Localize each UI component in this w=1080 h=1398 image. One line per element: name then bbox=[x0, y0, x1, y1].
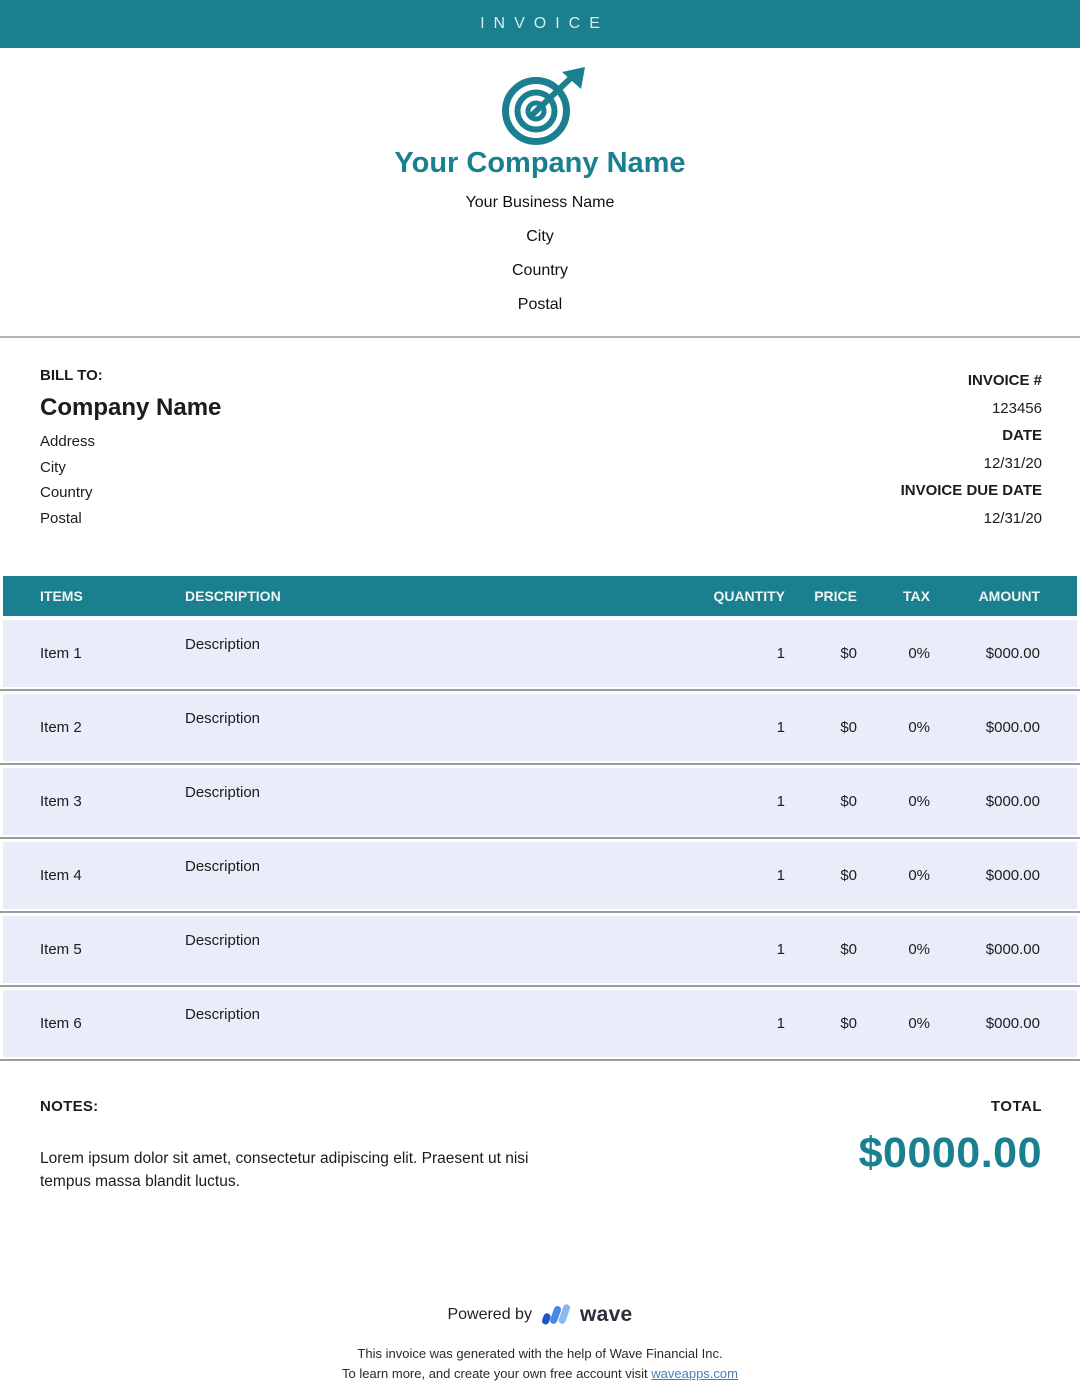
quantity-cell: 1 bbox=[776, 645, 785, 662]
footer-fine-print bbox=[0, 1344, 1080, 1384]
price-cell: $0 bbox=[840, 867, 857, 884]
invoice-number-value: 123456 bbox=[991, 399, 1042, 417]
row-separator bbox=[0, 1057, 1080, 1064]
quantity-cell: 1 bbox=[776, 941, 785, 958]
quantity-cell: 1 bbox=[776, 719, 785, 736]
business-name: Your Business Name bbox=[465, 194, 615, 211]
invoice-meta-block bbox=[901, 367, 1042, 532]
notes-text: Lorem ipsum dolor sit amet, consectetur adipiscing elit. Praesent ut nisi tempus massa blandit luctus. bbox=[40, 1150, 529, 1191]
price-cell: $0 bbox=[840, 1015, 857, 1032]
notes-total-section bbox=[0, 1064, 1080, 1194]
price-cell: $0 bbox=[840, 719, 857, 736]
tax-cell: 0% bbox=[908, 867, 930, 884]
waveapps-link[interactable]: waveapps.com bbox=[651, 1366, 738, 1381]
bill-to-country: Country bbox=[40, 484, 93, 501]
notes-block bbox=[40, 1098, 552, 1194]
quantity-cell: 1 bbox=[776, 867, 785, 884]
invoice-date-label: DATE bbox=[1002, 427, 1042, 444]
powered-by-row bbox=[0, 1302, 1080, 1327]
bill-to-label: BILL TO: bbox=[40, 367, 103, 384]
table-row bbox=[3, 694, 1077, 761]
company-name: Your Company Name bbox=[394, 147, 686, 179]
footer-line-2-text: To learn more, and create your own free account visit bbox=[342, 1366, 652, 1381]
powered-by-text: Powered by bbox=[447, 1305, 532, 1323]
item-cell: Item 4 bbox=[40, 867, 82, 884]
tax-cell: 0% bbox=[908, 1015, 930, 1032]
company-header bbox=[0, 48, 1080, 338]
description-cell: Description bbox=[185, 784, 261, 801]
total-label: TOTAL bbox=[990, 1098, 1042, 1115]
invoice-banner bbox=[0, 0, 1080, 48]
table-row bbox=[3, 916, 1077, 983]
description-cell: Description bbox=[185, 636, 261, 653]
col-header-description: DESCRIPTION bbox=[185, 588, 281, 604]
table-row bbox=[3, 620, 1077, 687]
item-cell: Item 2 bbox=[40, 719, 82, 736]
company-country: Country bbox=[511, 262, 569, 279]
amount-cell: $000.00 bbox=[985, 867, 1040, 884]
items-table-header bbox=[3, 576, 1077, 616]
item-cell: Item 3 bbox=[40, 793, 82, 810]
billing-section bbox=[0, 338, 1080, 532]
description-cell: Description bbox=[185, 710, 261, 727]
row-separator bbox=[0, 835, 1080, 842]
total-block bbox=[859, 1098, 1042, 1194]
amount-cell: $000.00 bbox=[985, 645, 1040, 662]
description-cell: Description bbox=[185, 858, 261, 875]
item-cell: Item 6 bbox=[40, 1015, 82, 1032]
table-row bbox=[3, 842, 1077, 909]
invoice-due-date-value: 12/31/20 bbox=[983, 509, 1042, 527]
table-row bbox=[3, 768, 1077, 835]
description-cell: Description bbox=[185, 1006, 261, 1023]
tax-cell: 0% bbox=[908, 645, 930, 662]
invoice-date-value: 12/31/20 bbox=[983, 454, 1042, 472]
amount-cell: $000.00 bbox=[985, 1015, 1040, 1032]
footer-line-1: This invoice was generated with the help of Wave Financial Inc. bbox=[357, 1346, 723, 1361]
target-with-arrow-icon bbox=[488, 67, 592, 145]
item-cell: Item 1 bbox=[40, 645, 82, 662]
company-postal: Postal bbox=[517, 296, 563, 313]
invoice-banner-title: INVOICE bbox=[480, 15, 609, 32]
footer bbox=[0, 1302, 1080, 1384]
col-header-amount: AMOUNT bbox=[978, 588, 1040, 604]
price-cell: $0 bbox=[840, 645, 857, 662]
items-table bbox=[0, 576, 1080, 1064]
quantity-cell: 1 bbox=[776, 793, 785, 810]
tax-cell: 0% bbox=[908, 719, 930, 736]
col-header-quantity: QUANTITY bbox=[713, 588, 785, 604]
row-separator bbox=[0, 983, 1080, 990]
bill-to-address: Address bbox=[40, 433, 96, 450]
amount-cell: $000.00 bbox=[985, 719, 1040, 736]
bill-to-city: City bbox=[40, 458, 66, 476]
footer-line-2 bbox=[0, 1364, 1080, 1384]
tax-cell: 0% bbox=[908, 941, 930, 958]
bill-to-postal: Postal bbox=[40, 509, 82, 527]
description-cell: Description bbox=[185, 932, 261, 949]
col-header-price: PRICE bbox=[814, 588, 857, 604]
price-cell: $0 bbox=[840, 793, 857, 810]
quantity-cell: 1 bbox=[776, 1015, 785, 1032]
price-cell: $0 bbox=[840, 941, 857, 958]
invoice-number-label: INVOICE # bbox=[967, 372, 1042, 389]
notes-label: NOTES: bbox=[40, 1098, 99, 1115]
wave-logo-icon bbox=[541, 1302, 571, 1327]
table-row bbox=[3, 990, 1077, 1057]
tax-cell: 0% bbox=[908, 793, 930, 810]
col-header-items: ITEMS bbox=[40, 588, 83, 604]
row-separator bbox=[0, 761, 1080, 768]
total-value: $0000.00 bbox=[858, 1129, 1042, 1177]
wave-brand-word: wave bbox=[579, 1302, 633, 1326]
bill-to-block bbox=[40, 367, 221, 532]
amount-cell: $000.00 bbox=[985, 793, 1040, 810]
amount-cell: $000.00 bbox=[985, 941, 1040, 958]
company-city: City bbox=[526, 228, 554, 245]
item-cell: Item 5 bbox=[40, 941, 82, 958]
col-header-tax: TAX bbox=[903, 588, 930, 604]
row-separator bbox=[0, 909, 1080, 916]
bill-to-company: Company Name bbox=[40, 394, 222, 421]
row-separator bbox=[0, 687, 1080, 694]
invoice-due-date-label: INVOICE DUE DATE bbox=[900, 482, 1042, 499]
